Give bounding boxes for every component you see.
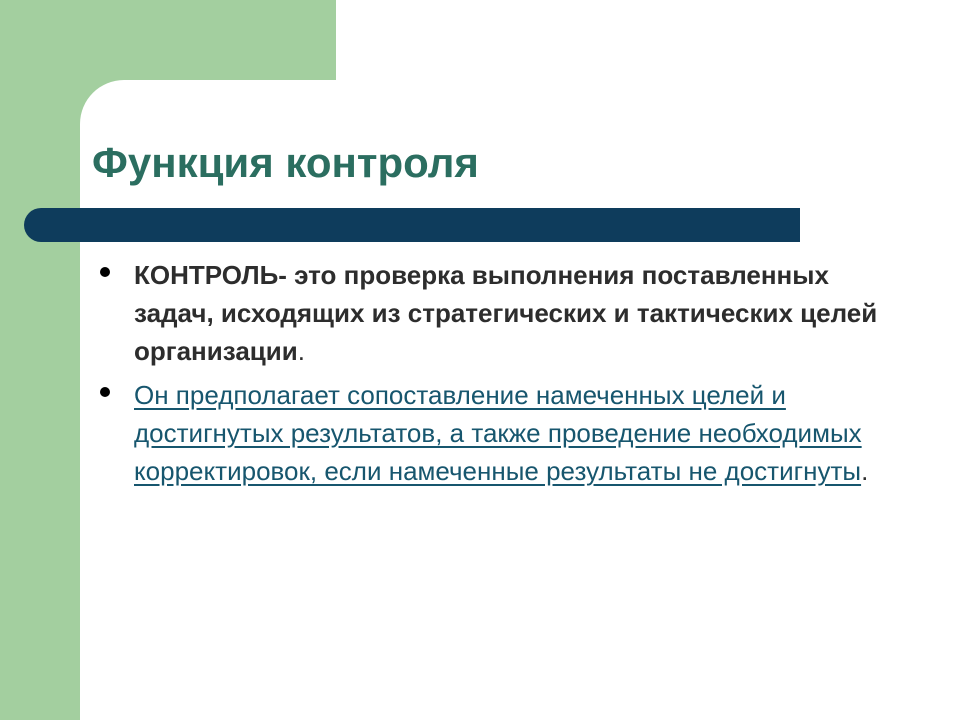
title-underline-bar bbox=[24, 208, 800, 242]
bullet-list bbox=[100, 256, 880, 496]
bullet-dot-icon bbox=[100, 387, 110, 397]
slide-title: Функция контроля bbox=[92, 139, 479, 186]
bullet-dot-icon bbox=[100, 267, 110, 277]
bullet-text-link[interactable]: Он предполагает сопоставление намеченных целей и достигнутых результатов, а также проведение необходимых корректировок, если намеченные результаты не достигнуты bbox=[134, 380, 862, 486]
bullet-item-description bbox=[100, 376, 880, 490]
bullet-text-definition: КОНТРОЛЬ- это проверка выполнения поставленных задач, исходящих из стратегических и тактических целей организации bbox=[134, 260, 878, 366]
bullet-item-definition bbox=[100, 256, 880, 370]
bullet-period: . bbox=[297, 336, 305, 366]
bullet-period: . bbox=[861, 456, 869, 486]
